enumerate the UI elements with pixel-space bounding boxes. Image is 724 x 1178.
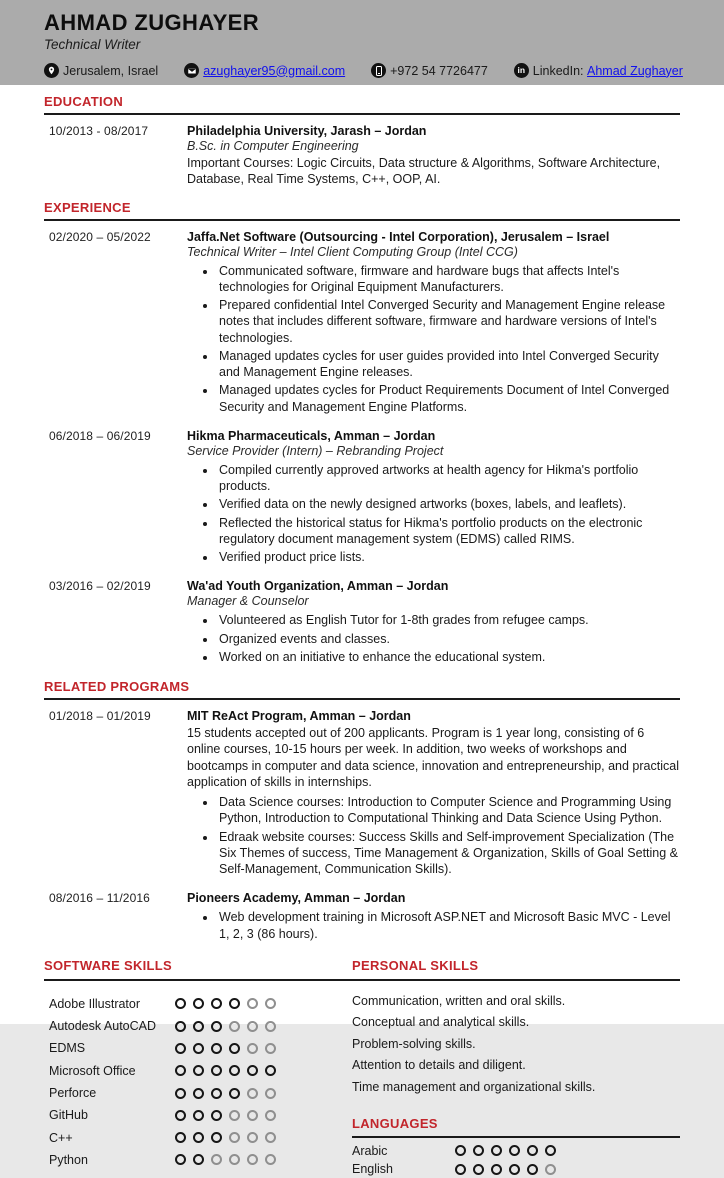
section-education [44, 94, 680, 191]
entry-subtitle: Manager & Counselor [187, 594, 309, 609]
level-dot-filled [211, 1043, 222, 1054]
entry-bullets [217, 462, 680, 566]
level-dot-empty [265, 1110, 276, 1121]
level-dot-filled [491, 1164, 502, 1175]
entry-paragraph: 15 students accepted out of 200 applicants. Program is 1 year long, consisting of 6 online courses, 10-15 hours per week. In addition, two weeks of workshops and bootcamps in computer and data science, innovation and entrepreneurship, and practical application of skills in internships. [187, 726, 679, 789]
level-dot-filled [211, 1110, 222, 1121]
section-heading: EXPERIENCE [44, 199, 131, 215]
bullet-item: • Communicated software, firmware and hardware bugs that affects Intel's technologies for Original Equipment Manufacturers. [217, 263, 680, 296]
section-heading: RELATED PROGRAMS [44, 679, 190, 694]
software-skill-row [44, 993, 352, 1015]
level-dot-filled [193, 1110, 204, 1121]
level-dot-filled [211, 1132, 222, 1143]
entry-body [187, 124, 680, 188]
personal-skill-item: Problem-solving skills. [352, 1036, 476, 1051]
level-dot-filled [193, 1043, 204, 1054]
level-dot-empty [229, 1110, 240, 1121]
level-dots [175, 1043, 276, 1054]
software-skill-row [44, 1082, 352, 1104]
entry-title: Hikma Pharmaceuticals, Amman – Jordan [187, 428, 436, 443]
entry-subtitle: B.Sc. in Computer Engineering [187, 139, 359, 153]
level-dots [175, 1065, 276, 1076]
level-dot-filled [175, 1043, 186, 1054]
skill-name: Microsoft Office [49, 1063, 136, 1078]
skill-name: Perforce [49, 1086, 97, 1101]
personal-skill-item: Attention to details and diligent. [352, 1058, 526, 1073]
level-dot-filled [265, 1065, 276, 1076]
entry-body [187, 709, 680, 879]
phone-text: +972 54 7726477 [390, 63, 488, 78]
resume-header [0, 0, 724, 85]
software-skill-row [44, 1037, 352, 1059]
entry-date: 01/2018 – 01/2019 [49, 709, 151, 723]
entry-date: 02/2020 – 05/2022 [49, 229, 151, 244]
level-dot-empty [211, 1154, 222, 1165]
level-dot-filled [247, 1065, 258, 1076]
skill-name: Autodesk AutoCAD [49, 1019, 157, 1034]
bullet-item: • Data Science courses: Introduction to Computer Science and Programming Using Python, Introduction to Computational Thinking and Data Science Using Python. [217, 794, 680, 827]
linkedin-label: LinkedIn: [532, 63, 584, 78]
level-dot-filled [175, 1021, 186, 1032]
level-dot-empty [545, 1164, 556, 1175]
skill-name: GitHub [49, 1108, 88, 1123]
language-row [352, 1141, 680, 1160]
level-dot-filled [455, 1164, 466, 1175]
level-dot-empty [247, 1043, 258, 1054]
entry-body [187, 891, 680, 944]
level-dot-empty [247, 1110, 258, 1121]
level-dot-filled [229, 1088, 240, 1099]
entry-date: 03/2016 – 02/2019 [49, 579, 151, 594]
entry-title: Pioneers Academy, Amman – Jordan [187, 891, 406, 906]
level-dot-empty [247, 1021, 258, 1032]
level-dot-empty [265, 1021, 276, 1032]
software-skills-list [44, 981, 352, 1178]
skill-name: Python [49, 1152, 88, 1167]
phone-icon [371, 63, 386, 78]
level-dot-empty [229, 1132, 240, 1143]
level-dot-filled [175, 1065, 186, 1076]
entry [44, 570, 680, 670]
bullet-item: • Reflected the historical status for Hikma's portfolio products on the electronic regulatory document management system (EDMS) called RIMS. [217, 515, 680, 548]
entry-date: 06/2018 – 06/2019 [49, 428, 151, 443]
entry-bullets [217, 794, 680, 877]
level-dot-filled [527, 1164, 538, 1175]
contact-location [44, 63, 158, 78]
level-dot-filled [175, 998, 186, 1009]
level-dot-filled [211, 1088, 222, 1099]
entry-paragraph: Important Courses: Logic Circuits, Data structure & Algorithms, Software Architecture, Database, Real Time Systems, C++, OOP, AI. [187, 156, 661, 187]
bullet-item: • Prepared confidential Intel Converged Security and Management Engine release notes that includes different software, firmware and hardware versions of Intel's technologies. [217, 297, 680, 346]
entry-date: 08/2016 – 11/2016 [49, 891, 150, 906]
level-dot-filled [193, 1065, 204, 1076]
level-dot-filled [473, 1145, 484, 1156]
language-row [352, 1160, 680, 1178]
level-dot-empty [265, 1154, 276, 1165]
entry-bullets [217, 909, 680, 942]
resume-body [0, 94, 724, 1178]
level-dots [175, 1132, 276, 1143]
contact-linkedin [514, 63, 683, 78]
level-dot-filled [491, 1145, 502, 1156]
level-dot-empty [247, 1132, 258, 1143]
level-dot-filled [473, 1164, 484, 1175]
level-dot-filled [509, 1145, 520, 1156]
level-dot-filled [229, 1043, 240, 1054]
level-dot-empty [265, 1088, 276, 1099]
level-dot-filled [211, 1021, 222, 1032]
entry-body [187, 579, 680, 667]
entry [44, 221, 680, 420]
languages-list [352, 1138, 680, 1178]
entry-title: MIT ReAct Program, Amman – Jordan [187, 709, 411, 723]
personal-skill-item: Conceptual and analytical skills. [352, 1015, 530, 1030]
skill-name: C++ [49, 1130, 73, 1145]
sections-container [44, 94, 680, 947]
entry [44, 882, 680, 947]
level-dot-filled [175, 1110, 186, 1121]
entry-body [187, 230, 680, 417]
level-dot-filled [211, 998, 222, 1009]
level-dot-empty [247, 1154, 258, 1165]
entry-bullets [217, 612, 680, 665]
section-related-programs [44, 679, 680, 947]
level-dot-filled [193, 1154, 204, 1165]
entry-title: Jaffa.Net Software (Outsourcing - Intel Corporation), Jerusalem – Israel [187, 229, 610, 244]
bullet-item: • Organized events and classes. [217, 631, 680, 647]
bullet-item: • Web development training in Microsoft ASP.NET and Microsoft Basic MVC - Level 1, 2, 3 (86 hours). [217, 909, 680, 942]
software-skill-row [44, 1104, 352, 1126]
bullet-item: • Volunteered as English Tutor for 1-8th grades from refugee camps. [217, 612, 680, 628]
level-dots [175, 1088, 276, 1099]
section-heading: EDUCATION [44, 94, 124, 109]
entry-title: Philadelphia University, Jarash – Jordan [187, 124, 427, 138]
email-link[interactable]: azughayer95@gmail.com [203, 63, 346, 78]
skill-name: EDMS [49, 1041, 86, 1056]
languages-block [352, 1115, 680, 1178]
linkedin-profile-link[interactable]: Ahmad Zughayer [587, 63, 683, 78]
bullet-item: • Edraak website courses: Success Skills and Self-improvement Specialization (The Six Themes of success, Time Management & Organization, Skills of Goal Setting & Self-Management, Communication Skills). [217, 829, 680, 878]
software-skill-row [44, 1127, 352, 1149]
level-dot-empty [265, 998, 276, 1009]
bullet-item: • Worked on an initiative to enhance the educational system. [217, 649, 680, 665]
level-dot-filled [193, 1132, 204, 1143]
skills-heading-row [44, 957, 680, 975]
contact-email [184, 63, 345, 78]
bullet-item: • Managed updates cycles for Product Requirements Document of Intel Converged Security and Management Engine Platforms. [217, 382, 680, 415]
linkedin-icon: in [514, 63, 529, 78]
bullet-item: • Managed updates cycles for user guides provided into Intel Converged Security and Management Engine releases. [217, 348, 680, 381]
level-dot-empty [265, 1043, 276, 1054]
level-dot-empty [229, 1021, 240, 1032]
person-job-title: Technical Writer [44, 37, 141, 52]
entry-date: 10/2013 - 08/2017 [49, 124, 149, 138]
software-skill-row [44, 1060, 352, 1082]
entry-title: Wa'ad Youth Organization, Amman – Jordan [187, 579, 449, 594]
level-dot-empty [247, 1088, 258, 1099]
entry [44, 700, 680, 882]
level-dot-filled [175, 1088, 186, 1099]
level-dot-filled [545, 1145, 556, 1156]
personal-skill-item: Communication, written and oral skills. [352, 993, 566, 1008]
level-dot-filled [509, 1164, 520, 1175]
contact-row [44, 63, 683, 78]
languages-heading: LANGUAGES [352, 1116, 438, 1132]
bullet-item: • Verified data on the newly designed artworks (boxes, labels, and leaflets). [217, 496, 680, 512]
email-icon [184, 63, 199, 78]
level-dot-filled [175, 1132, 186, 1143]
personal-skills-list [352, 993, 680, 1101]
level-dots [175, 1154, 276, 1165]
skills-columns [44, 981, 680, 1178]
location-pin-icon [44, 63, 59, 78]
person-name: AHMAD ZUGHAYER [44, 10, 260, 35]
level-dots [175, 1110, 276, 1121]
level-dot-filled [175, 1154, 186, 1165]
bullet-item: • Verified product price lists. [217, 549, 680, 565]
level-dot-filled [229, 998, 240, 1009]
bullet-item: • Compiled currently approved artworks at health agency for Hikma's portfolio products. [217, 462, 680, 495]
contact-phone [371, 63, 488, 78]
level-dot-filled [211, 1065, 222, 1076]
entry-subtitle: Technical Writer – Intel Client Computing Group (Intel CCG) [187, 244, 518, 259]
level-dot-filled [229, 1065, 240, 1076]
level-dot-filled [193, 998, 204, 1009]
section-experience [44, 200, 680, 671]
software-skill-row [44, 1149, 352, 1171]
entry [44, 420, 680, 571]
level-dots [455, 1164, 556, 1175]
language-name: Arabic [352, 1143, 388, 1158]
entry-bullets [217, 263, 680, 415]
personal-skill-item: Time management and organizational skills. [352, 1079, 596, 1094]
location-text: Jerusalem, Israel [63, 63, 159, 78]
level-dot-empty [265, 1132, 276, 1143]
entry-subtitle: Service Provider (Intern) – Rebranding Project [187, 443, 444, 458]
level-dots [175, 1021, 276, 1032]
level-dot-empty [229, 1154, 240, 1165]
level-dots [455, 1145, 556, 1156]
entry-body [187, 429, 680, 568]
level-dots [175, 998, 276, 1009]
software-skill-row [44, 1015, 352, 1037]
skills-area [44, 957, 680, 1178]
level-dot-filled [193, 1021, 204, 1032]
language-name: English [352, 1162, 393, 1176]
level-dot-filled [455, 1145, 466, 1156]
level-dot-filled [527, 1145, 538, 1156]
level-dot-empty [247, 998, 258, 1009]
skill-name: Adobe Illustrator [49, 996, 141, 1011]
level-dot-filled [193, 1088, 204, 1099]
personal-skills-heading: PERSONAL SKILLS [352, 957, 479, 973]
entry [44, 115, 680, 191]
software-skills-heading: SOFTWARE SKILLS [44, 957, 172, 973]
personal-skills-column [352, 981, 680, 1178]
